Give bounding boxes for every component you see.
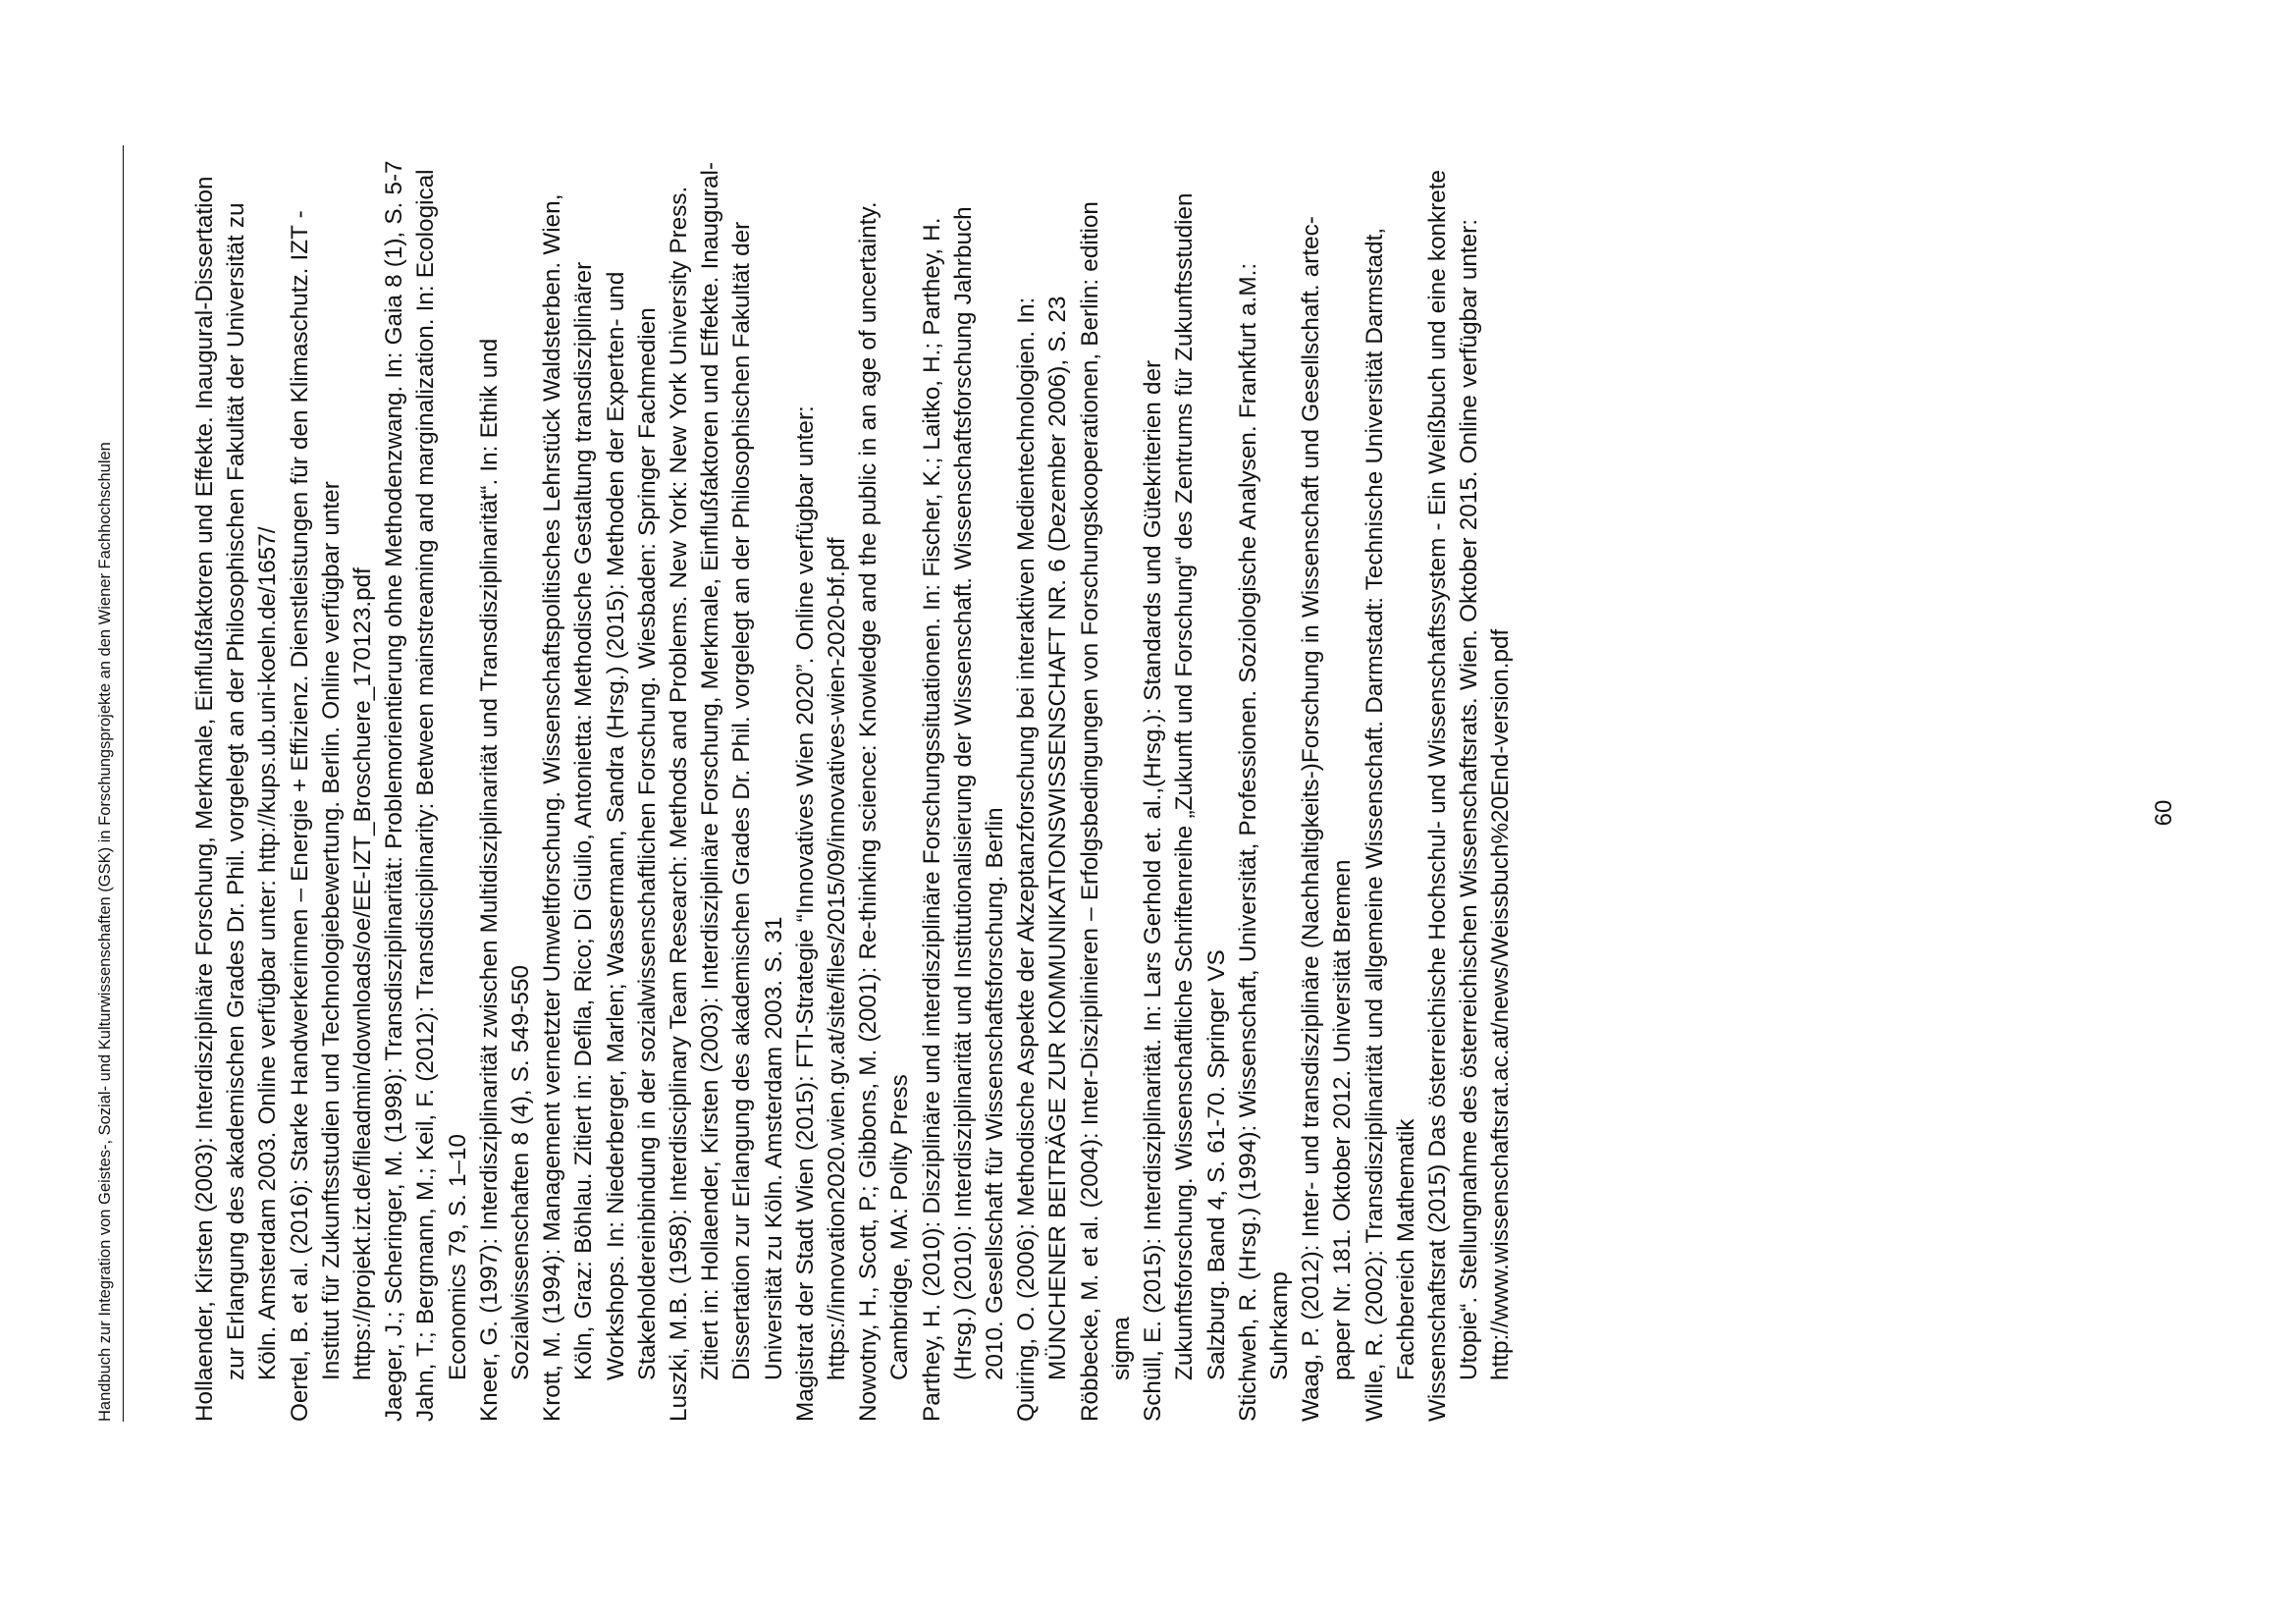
bibliography-entry: Waag, P. (2012): Inter- und transdisziplinäre (Nachhaltigkeits-)Forschung in Wissenschaft und Gesellschaft. artec-paper Nr. 181. Oktober 2012. Universität Bremen [1298,216,1357,1422]
bibliography-list [189,155,1518,1422]
bibliography-entry: Röbbecke, M. et al. (2004): Inter-Disziplinieren – Erfolgsbedingungen von Forschungskooperationen, Berlin: edition sigma [1076,201,1135,1422]
bibliography-entry: Kneer, G. (1997): Interdisziplinarität zwischen Multidisziplinarität und Transdisziplinarität“. In: Ethik und Sozialwissenschaften 8 (4), S. 549-550 [475,338,535,1422]
bibliography-entry: Parthey, H. (2010): Disziplinäre und interdisziplinäre Forschungssituationen. In: Fischer, K.; Laitko, H.; Parthey, H. (Hrsg.) (2010): Interdisziplinarität und Institutionalisierung der Wissenschaft. Wissenschaftsforschung Jahrbuch 2010. Gesellschaft für Wissenschaftsforschung. Berlin [918,206,1009,1422]
bibliography-entry: Hollaender, Kirsten (2003): Interdisziplinäre Forschung, Merkmale, Einflußfaktoren und Effekte. Inaugural-Dissertation zur Erlangung des akademischen Grades Dr. Phil. vorgelegt an der Philosophischen Fakultät der Universität zu Köln. Amsterdam 2003. Online verfügbar unter: http://kups.ub.uni-koeln.de/1657/ [191,176,282,1422]
bibliography-entry: Quiring, O. (2006): Methodische Aspekte der Akzeptanzforschung bei interaktiven Medientechnologien. In: MÜNCHENER BEITRÄGE ZUR KOMMUNIKATIONSWISSENSCHAFT NR. 6 (Dezember 2006), S. 23 [1013,296,1072,1422]
running-header: Handbuch zur Integration von Geistes-, Sozial- und Kulturwissenschaften (GSK) in Forschungsprojekte an den Wiener Fachhochschulen [96,442,114,1422]
bibliography-entry: Nowotny, H., Scott, P.; Gibbons, M. (2001): Re-thinking science: Knowledge and the public in an age of uncertainty. Cambridge, MA: Polity Press [855,201,914,1422]
bibliography-entry: Oertel, B. et al. (2016): Starke Handwerkerinnen – Energie + Effizienz. Dienstleistungen für den Klimaschutz. IZT - Institut für Zukunftsstudien und Technologiebewertung. Berlin. Online verfügbar unter https://projekt.izt.de/fileadmin/downloads/oe/EE-IZT_Broschuere_170123.pdf [286,210,377,1422]
bibliography-entry: Jahn, T.; Bergmann, M.; Keil, F. (2012): Transdisciplinarity: Between mainstreaming and marginalization. In: Ecological Economics 79, S. 1–10 [412,169,471,1422]
bibliography-entry: Schüll, E. (2015): Interdisziplinarität. In: Lars Gerhold et. al.,(Hrsg.): Standards und Gütekriterien der Zukunftsforschung. Wissenschaftliche Schriftenreihe „Zukunft und Forschung“ des Zentrums für Zukunftsstudien Salzburg. Band 4, S. 61-70. Springer VS [1140,192,1230,1422]
bibliography-entry: Magistrat der Stadt Wien (2015): FTI-Strategie “Innovatives Wien 2020”. Online verfügbar unter: https://innovation2020.wien.gv.at/site/files/2015/09/innovatives-wien-2020-bf.pdf [791,405,851,1422]
bibliography-entry: Wille, R. (2002): Transdisziplinarität und allgemeine Wissenschaft. Darmstadt: Technische Universität Darmstadt, Fachbereich Mathematik [1361,227,1419,1422]
bibliography-entry: Stichweh, R. (Hrsg.) (1994): Wissenschaft, Universität, Professionen. Soziologische Analysen. Frankfurt a.M.: Suhrkamp [1234,262,1293,1422]
bibliography-entry: Luszki, M.B. (1958): Interdisciplinary Team Research: Methods and Problems. New York: New York University Press. Zitiert in: Hollaender, Kirsten (2003): Interdisziplinäre Forschung, Merkmale, Einflußfaktoren und Effekte. Inaugural-Dissertation zur Erlangung des akademischen Grades Dr. Phil. vorgelegt an der Philosophischen Fakultät der Universität zu Köln. Amsterdam 2003. S. 31 [666,162,787,1422]
page-number: 60 [2151,799,2177,827]
bibliography-entry: Krott, M. (1994): Management vernetzter Umweltforschung. Wissenschaftspolitisches Lehrstück Waldsterben. Wien, Köln, Graz: Böhlau. Zitiert in: Defila, Rico; Di Giulio, Antonietta: Methodische Gestaltung transdisziplinärer Workshops. In: Niederberger, Marlen; Wassermann, Sandra (Hrsg.) (2015): Methoden der Experten- und Stakeholdereinbindung in der sozialwissenschaftlichen Forschung. Wiesbaden: Springer Fachmedien [539,193,661,1422]
header-rule [123,145,124,1422]
bibliography-entry: Jaeger, J.; Scheringer, M. (1998): Transdisziplinarität: Problemorientierung ohne Methodenzwang. In: Gaia 8 (1), S. 5-7 [381,160,408,1422]
bibliography-entry: Wissenschaftsrat (2015) Das österreichische Hochschul- und Wissenschaftssystem - Ein Weißbuch und eine konkrete Utopie“. Stellungnahme des österreichischen Wissenschaftsrats. Wien. Oktober 2015. Online verfügbar unter: http://www.wissenschaftsrat.ac.at/news/Weissbuch%20End-version.pdf [1423,169,1515,1422]
